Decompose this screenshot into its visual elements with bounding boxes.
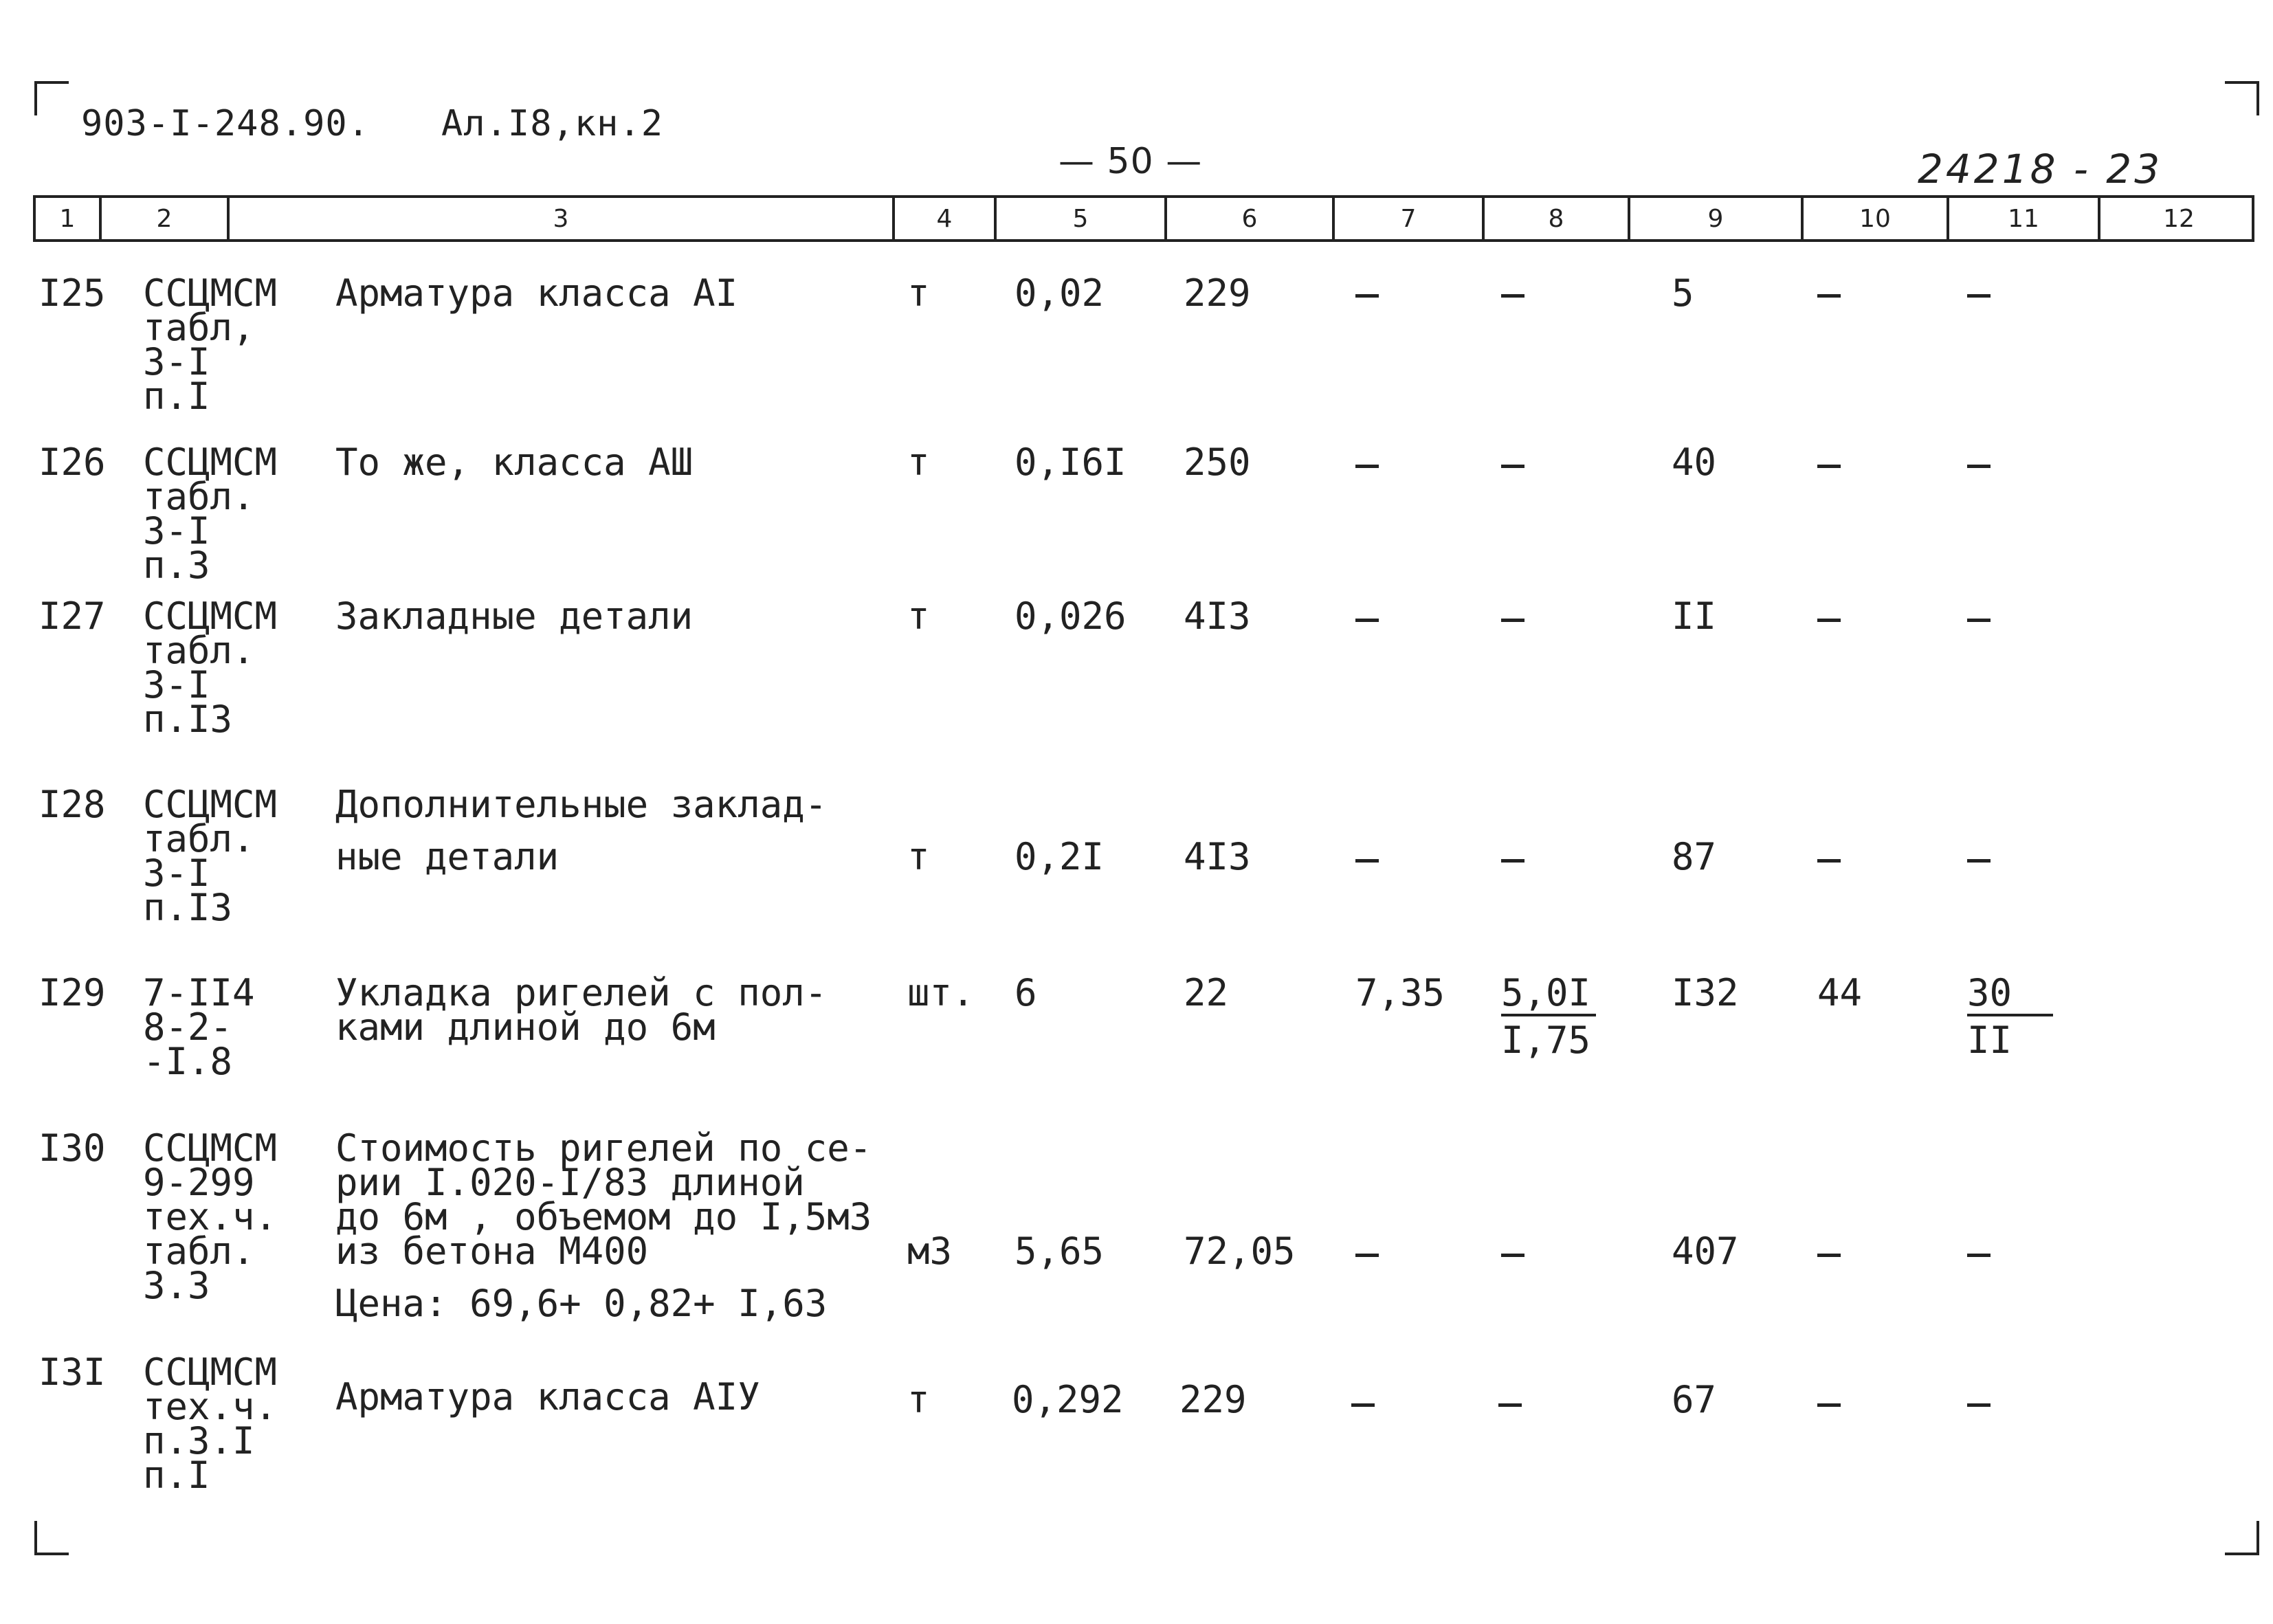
- dash-col10: [1817, 1254, 1841, 1257]
- unit-price: 4I3: [1184, 594, 1251, 638]
- unit: шт.: [907, 971, 975, 1014]
- dash-col11: [1967, 859, 1991, 863]
- column-header-6: 6: [1164, 198, 1332, 239]
- source-reference: ССЦМСМ табл. 3-I п.I3: [143, 783, 278, 929]
- column-header-row: [33, 195, 2254, 242]
- col9-value: 40: [1672, 441, 1717, 484]
- col9-value: 67: [1672, 1378, 1717, 1421]
- column-header-8: 8: [1482, 198, 1628, 239]
- unit-price: 250: [1184, 441, 1251, 484]
- col8-fraction: [1501, 968, 1596, 1063]
- item-name: То же, класса АШ: [335, 441, 694, 484]
- unit-price: 72,05: [1184, 1230, 1296, 1273]
- unit-price: 229: [1184, 271, 1251, 315]
- source-reference: ССЦМСМ табл. 3-I п.I3: [143, 594, 278, 741]
- unit: т: [907, 594, 930, 638]
- unit-price: 4I3: [1184, 835, 1251, 878]
- frame-corner-bottom-right: [2225, 1521, 2259, 1555]
- column-header-9: 9: [1628, 198, 1801, 239]
- frame-corner-top-left: [34, 81, 69, 115]
- col9-value: 87: [1672, 835, 1717, 878]
- dash-col7: [1355, 859, 1379, 863]
- quantity: 0,292: [1012, 1378, 1124, 1421]
- unit: т: [907, 1378, 930, 1421]
- dash-col8: [1501, 465, 1524, 468]
- source-reference: ССЦМСМ 9-299 тех.ч. табл. 3.3: [143, 1126, 278, 1307]
- inventory-number: 24218 - 23: [1918, 146, 2163, 192]
- col9-value: I32: [1672, 971, 1739, 1014]
- unit: м3: [907, 1230, 953, 1273]
- quantity: 5,65: [1014, 1230, 1105, 1273]
- dash-col8: [1501, 294, 1524, 298]
- item-name: Стоимость ригелей по се- рии I.020-I/83 длиной до 6м , объемом до I,5м3 из бетона М400: [335, 1126, 872, 1273]
- document-code: 903-I-248.90.: [81, 103, 370, 144]
- dash-col11: [1967, 294, 1991, 298]
- quantity: 0,026: [1014, 594, 1127, 638]
- dash-col7: [1355, 1254, 1379, 1257]
- dash-col10: [1817, 465, 1841, 468]
- column-header-10: 10: [1801, 198, 1947, 239]
- quantity: 0,I6I: [1014, 441, 1127, 484]
- column-header-5: 5: [994, 198, 1164, 239]
- dash-col7: [1355, 619, 1379, 622]
- source-reference: ССЦМСМ табл. 3-I п.3: [143, 441, 278, 587]
- dash-col8: [1501, 619, 1524, 622]
- item-name-line2: ные детали: [335, 835, 559, 878]
- unit-price: 22: [1184, 971, 1229, 1014]
- price-formula: Цена: 69,6+ 0,82+ I,63: [335, 1282, 828, 1325]
- item-name: Закладные детали: [335, 594, 694, 638]
- row-number: I27: [38, 594, 106, 638]
- dash-col8: [1498, 1403, 1522, 1407]
- dash-col7: [1351, 1403, 1375, 1407]
- dash-col11: [1967, 619, 1991, 622]
- col11-numerator: 30: [1967, 972, 2053, 1016]
- row-number: I26: [38, 441, 106, 484]
- col11-fraction: [1967, 968, 2053, 1063]
- source-reference: 7-II4 8-2- -I.8: [143, 971, 255, 1083]
- column-header-7: 7: [1332, 198, 1482, 239]
- dash-col10: [1817, 1403, 1841, 1407]
- row-number: I29: [38, 971, 106, 1014]
- col7-value: 7,35: [1355, 971, 1445, 1014]
- col10-value: 44: [1817, 971, 1863, 1014]
- frame-corner-bottom-left: [34, 1521, 69, 1555]
- unit-price: 229: [1179, 1378, 1247, 1421]
- column-header-4: 4: [892, 198, 994, 239]
- row-number: I30: [38, 1126, 106, 1170]
- dash-col10: [1817, 859, 1841, 863]
- col8-numerator: 5,0I: [1501, 972, 1596, 1016]
- quantity: 0,2I: [1014, 835, 1105, 878]
- dash-col11: [1967, 465, 1991, 468]
- unit: т: [907, 441, 930, 484]
- col8-denominator: I,75: [1501, 1019, 1591, 1062]
- item-name: Арматура класса АIУ: [335, 1375, 760, 1419]
- page-number: — 50 —: [1058, 141, 1203, 182]
- source-reference: ССЦМСМ тех.ч. п.3.I п.I: [143, 1350, 278, 1497]
- row-number: I28: [38, 783, 106, 826]
- row-number: I25: [38, 271, 106, 315]
- item-name: Арматура класса АI: [335, 271, 738, 315]
- column-header-3: 3: [227, 198, 892, 239]
- col9-value: 407: [1672, 1230, 1739, 1273]
- dash-col10: [1817, 294, 1841, 298]
- source-reference: ССЦМСМ табл, 3-I п.I: [143, 271, 278, 418]
- unit: т: [907, 271, 930, 315]
- col9-value: 5: [1672, 271, 1694, 315]
- dash-col7: [1355, 465, 1379, 468]
- dash-col10: [1817, 619, 1841, 622]
- column-header-11: 11: [1947, 198, 2098, 239]
- row-number: I3I: [38, 1350, 106, 1394]
- dash-col8: [1501, 1254, 1524, 1257]
- dash-col11: [1967, 1403, 1991, 1407]
- col9-value: II: [1672, 594, 1717, 638]
- column-header-2: 2: [99, 198, 227, 239]
- unit: т: [907, 835, 930, 878]
- dash-col11: [1967, 1254, 1991, 1257]
- column-header-1: 1: [59, 204, 76, 233]
- column-header-12: 12: [2098, 198, 2257, 239]
- frame-corner-top-right: [2225, 81, 2259, 115]
- item-name-line1: Укладка ригелей с пол-: [335, 971, 828, 1014]
- quantity: 0,02: [1014, 271, 1105, 315]
- item-name-line1: Дополнительные заклад-: [335, 783, 828, 826]
- album-reference: Ал.I8,кн.2: [441, 103, 664, 144]
- dash-col8: [1501, 859, 1524, 863]
- quantity: 6: [1014, 971, 1037, 1014]
- col11-denominator: II: [1967, 1019, 2013, 1062]
- item-name-line2: ками длиной до 6м: [335, 1005, 716, 1049]
- dash-col7: [1355, 294, 1379, 298]
